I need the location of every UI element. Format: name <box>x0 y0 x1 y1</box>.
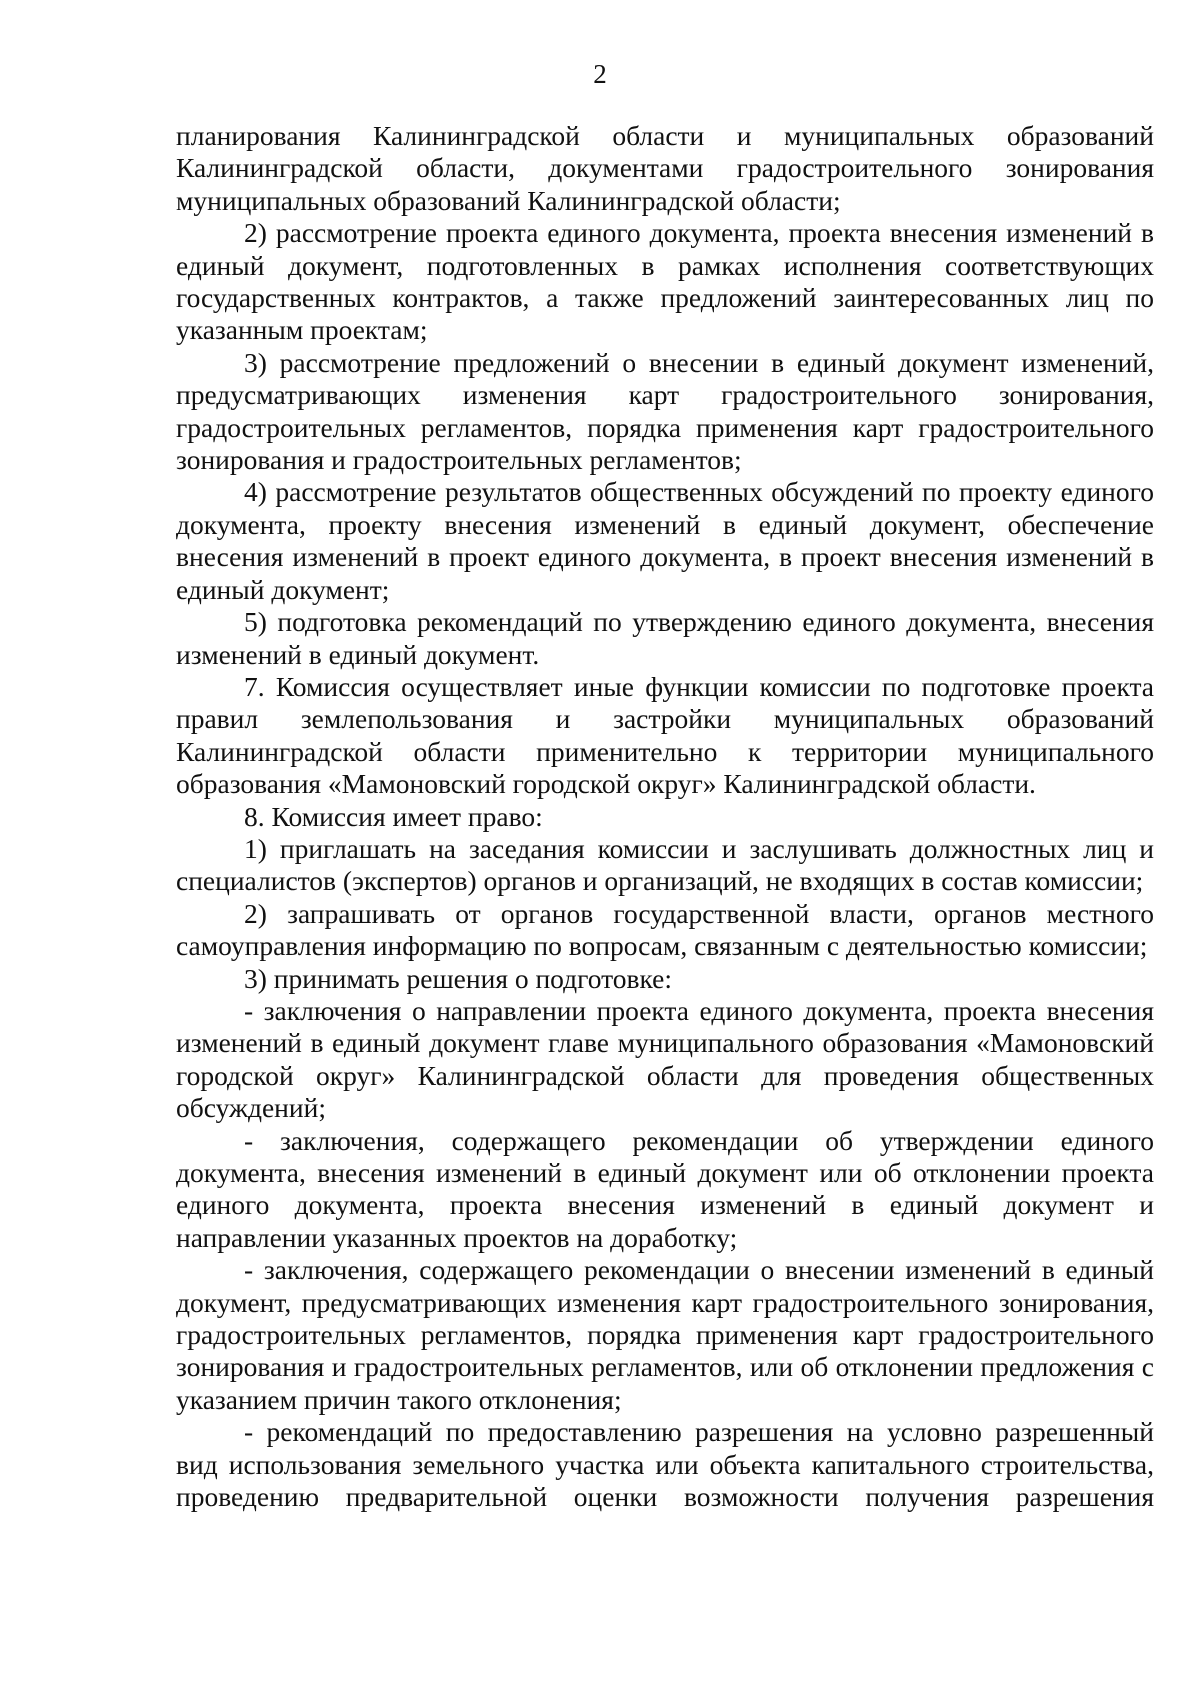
document-body <box>176 120 1154 1513</box>
paragraph-continuation: планирования Калининградской области и муниципальных образований Калининградской области, документами градостроительного зонирования муниципальных образований Калининградской области; <box>176 120 1154 216</box>
paragraph-item-2: 2) рассмотрение проекта единого документа, проекта внесения изменений в единый документ, подготовленных в рамках исполнения соответствующих государственных контрактов, а также предложений заинтересованных лиц по указанным проектам; <box>176 217 1154 346</box>
paragraph-right-1: 1) приглашать на заседания комиссии и заслушивать должностных лиц и специалистов (экспертов) органов и организаций, не входящих в состав комиссии; <box>176 832 1154 897</box>
paragraph-right-3: 3) принимать решения о подготовке: <box>244 962 673 994</box>
paragraph-item-4: 4) рассмотрение результатов общественных обсуждений по проекту единого документа, проекту внесения изменений в единый документ, обеспечение внесения изменений в проект единого документа, в проект внесения изменений в единый документ; <box>176 476 1154 605</box>
paragraph-dash-1: - заключения о направлении проекта единого документа, проекта внесения изменений в единый документ главе муниципального образования «Мамоновский городской округ» Калининградской области для проведения общественных обсуждений; <box>176 994 1154 1124</box>
paragraph-dash-3: - заключения, содержащего рекомендации о внесении изменений в единый документ, предусматривающих изменения карт градостроительного зонирования, градостроительных регламентов, порядка применения карт градостроительного зонирования и градостроительных регламентов, или об отклонении предложения с указанием причин такого отклонения; <box>176 1254 1154 1415</box>
paragraph-section-7: 7. Комиссия осуществляет иные функции комиссии по подготовке проекта правил землепользования и застройки муниципальных образований Калининградской области применительно к территории муниципального образования «Мамоновский городской округ» Калининградской области. <box>176 670 1154 800</box>
paragraph-item-3: 3) рассмотрение предложений о внесении в единый документ изменений, предусматривающих изменения карт градостроительного зонирования, градостроительных регламентов, порядка применения карт градостроительного зонирования и градостроительных регламентов; <box>176 346 1154 476</box>
paragraph-section-8: 8. Комиссия имеет право: <box>244 800 543 832</box>
paragraph-right-2: 2) запрашивать от органов государственной власти, органов местного самоуправления информацию по вопросам, связанным с деятельностью комиссии; <box>176 897 1154 962</box>
paragraph-item-5: 5) подготовка рекомендаций по утверждению единого документа, внесения изменений в единый документ. <box>176 606 1154 670</box>
paragraph-dash-2: - заключения, содержащего рекомендации об утверждении единого документа, внесения изменений в единый документ или об отклонении проекта единого документа, проекта внесения изменений в единый документ и направлении указанных проектов на доработку; <box>176 1124 1154 1253</box>
paragraph-dash-4: - рекомендаций по предоставлению разрешения на условно разрешенный вид использования земельного участка или объекта капитального строительства, проведению предварительной оценки возможности получения разрешения <box>176 1416 1154 1513</box>
page-number: 2 <box>593 59 607 89</box>
